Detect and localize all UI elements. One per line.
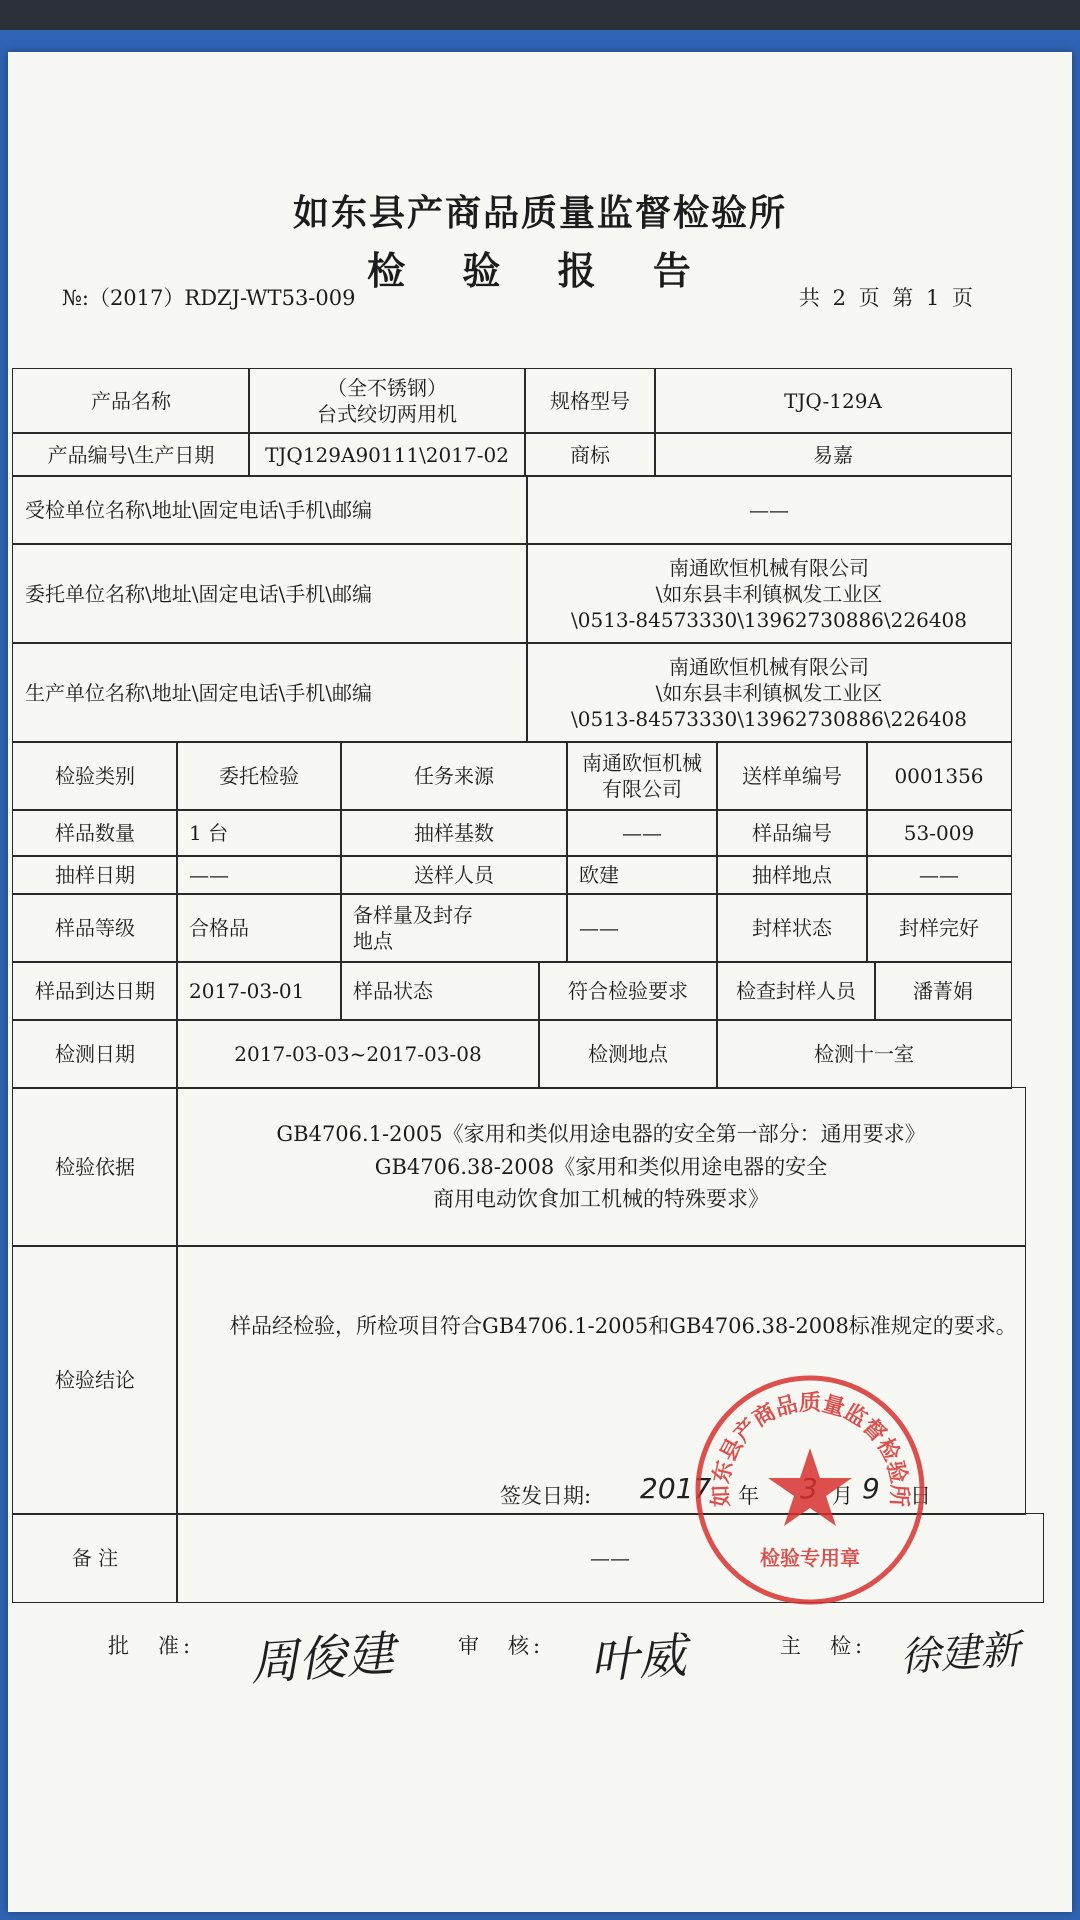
sample-status-value: 符合检验要求 xyxy=(538,961,718,1021)
sampling-date-value: —— xyxy=(176,855,342,895)
reserve-label: 备样量及封存 地点 xyxy=(340,893,568,963)
stamp-text: 如东县产商品质量监督检验所 xyxy=(708,1391,912,1508)
sender-value: 欧建 xyxy=(566,855,718,895)
sampling-date-label: 抽样日期 xyxy=(12,855,178,895)
report-title: 检 验 报 告 xyxy=(367,249,713,293)
product-name-label: 产品名称 xyxy=(12,368,250,434)
product-no-value: TJQ129A90111\2017-02 xyxy=(248,432,526,477)
producer-label: 生产单位名称\地址\固定电话\手机\邮编 xyxy=(12,642,528,743)
review-signature: 叶威 xyxy=(588,1627,689,1691)
test-place-value: 检测十一室 xyxy=(716,1019,1012,1089)
inspect-type-value: 委托检验 xyxy=(176,741,342,811)
chief-label: 主 检: xyxy=(780,1634,867,1658)
arrival-date-value: 2017-03-01 xyxy=(176,961,342,1021)
inspect-type-label: 检验类别 xyxy=(12,741,178,811)
chief-signature: 徐建新 xyxy=(898,1626,1022,1682)
seal-checker-value: 潘菁娟 xyxy=(874,961,1012,1021)
issue-day: 9 xyxy=(862,1472,880,1505)
product-name-value: （全不锈钢） 台式绞切两用机 xyxy=(248,368,526,434)
conclusion-text: 样品经检验，所检项目符合GB4706.1-2005和GB4706.38-2008标准规定的要求。 xyxy=(230,1314,1017,1338)
test-date-label: 检测日期 xyxy=(12,1019,178,1089)
producer-value: 南通欧恒机械有限公司 \如东县丰利镇枫发工业区 \0513-84573330\13962730886\226408 xyxy=(526,642,1012,743)
sampling-base-label: 抽样基数 xyxy=(340,809,568,857)
client-unit-label: 委托单位名称\地址\固定电话\手机\邮编 xyxy=(12,543,528,644)
remarks-value: —— xyxy=(176,1513,1044,1603)
spec-value: TJQ-129A xyxy=(654,368,1012,434)
task-source-value: 南通欧恒机械 有限公司 xyxy=(566,741,718,811)
seal-status-value: 封样完好 xyxy=(866,893,1012,963)
org-title: 如东县产商品质量监督检验所 xyxy=(292,193,787,234)
basis-label: 检验依据 xyxy=(12,1087,178,1247)
seal-status-label: 封样状态 xyxy=(716,893,868,963)
sampling-place-label: 抽样地点 xyxy=(716,855,868,895)
sample-no-label: 样品编号 xyxy=(716,809,868,857)
review-label: 审 核: xyxy=(458,1634,545,1658)
sample-form-no-value: 0001356 xyxy=(866,741,1012,811)
brand-value: 易嘉 xyxy=(654,432,1012,477)
sample-no-value: 53-009 xyxy=(866,809,1012,857)
approve-label: 批 准: xyxy=(108,1634,195,1658)
issue-month-unit: 月 xyxy=(832,1484,853,1508)
task-source-label: 任务来源 xyxy=(340,741,568,811)
test-date-value: 2017-03-03~2017-03-08 xyxy=(176,1019,540,1089)
inspected-unit-label: 受检单位名称\地址\固定电话\手机\邮编 xyxy=(12,475,528,545)
sample-form-no-label: 送样单编号 xyxy=(716,741,868,811)
spec-label: 规格型号 xyxy=(524,368,656,434)
page-info: 共 2 页 第 1 页 xyxy=(798,286,976,310)
sample-qty-label: 样品数量 xyxy=(12,809,178,857)
test-place-label: 检测地点 xyxy=(538,1019,718,1089)
product-no-label: 产品编号\生产日期 xyxy=(12,432,250,477)
inspected-unit-value: —— xyxy=(526,475,1012,545)
brand-label: 商标 xyxy=(524,432,656,477)
seal-checker-label: 检查封样人员 xyxy=(716,961,876,1021)
stamp-subtext: 检验专用章 xyxy=(760,1546,860,1570)
reserve-value: —— xyxy=(566,893,718,963)
sender-label: 送样人员 xyxy=(340,855,568,895)
remarks-label: 备 注 xyxy=(12,1513,178,1603)
sample-qty-value: 1 台 xyxy=(176,809,342,857)
conclusion-label: 检验结论 xyxy=(12,1245,178,1515)
arrival-date-label: 样品到达日期 xyxy=(12,961,178,1021)
issue-date-label: 签发日期: xyxy=(500,1484,592,1508)
issue-year-unit: 年 xyxy=(738,1484,759,1508)
sample-status-label: 样品状态 xyxy=(340,961,540,1021)
basis-value: GB4706.1-2005《家用和类似用途电器的安全第一部分：通用要求》 GB4706.38-2008《家用和类似用途电器的安全 商用电动饮食加工机械的特殊要求》 xyxy=(176,1087,1026,1247)
issue-year: 2017 xyxy=(640,1472,712,1505)
sampling-place-value: —— xyxy=(866,855,1012,895)
approve-signature: 周俊建 xyxy=(248,1626,397,1692)
client-unit-value: 南通欧恒机械有限公司 \如东县丰利镇枫发工业区 \0513-84573330\13962730886\226408 xyxy=(526,543,1012,644)
official-seal-stamp xyxy=(690,1370,930,1610)
sample-grade-value: 合格品 xyxy=(176,893,342,963)
sampling-base-value: —— xyxy=(566,809,718,857)
sample-grade-label: 样品等级 xyxy=(12,893,178,963)
issue-day-unit: 日 xyxy=(910,1484,931,1508)
report-number: №:（2017）RDZJ-WT53-009 xyxy=(62,286,356,310)
